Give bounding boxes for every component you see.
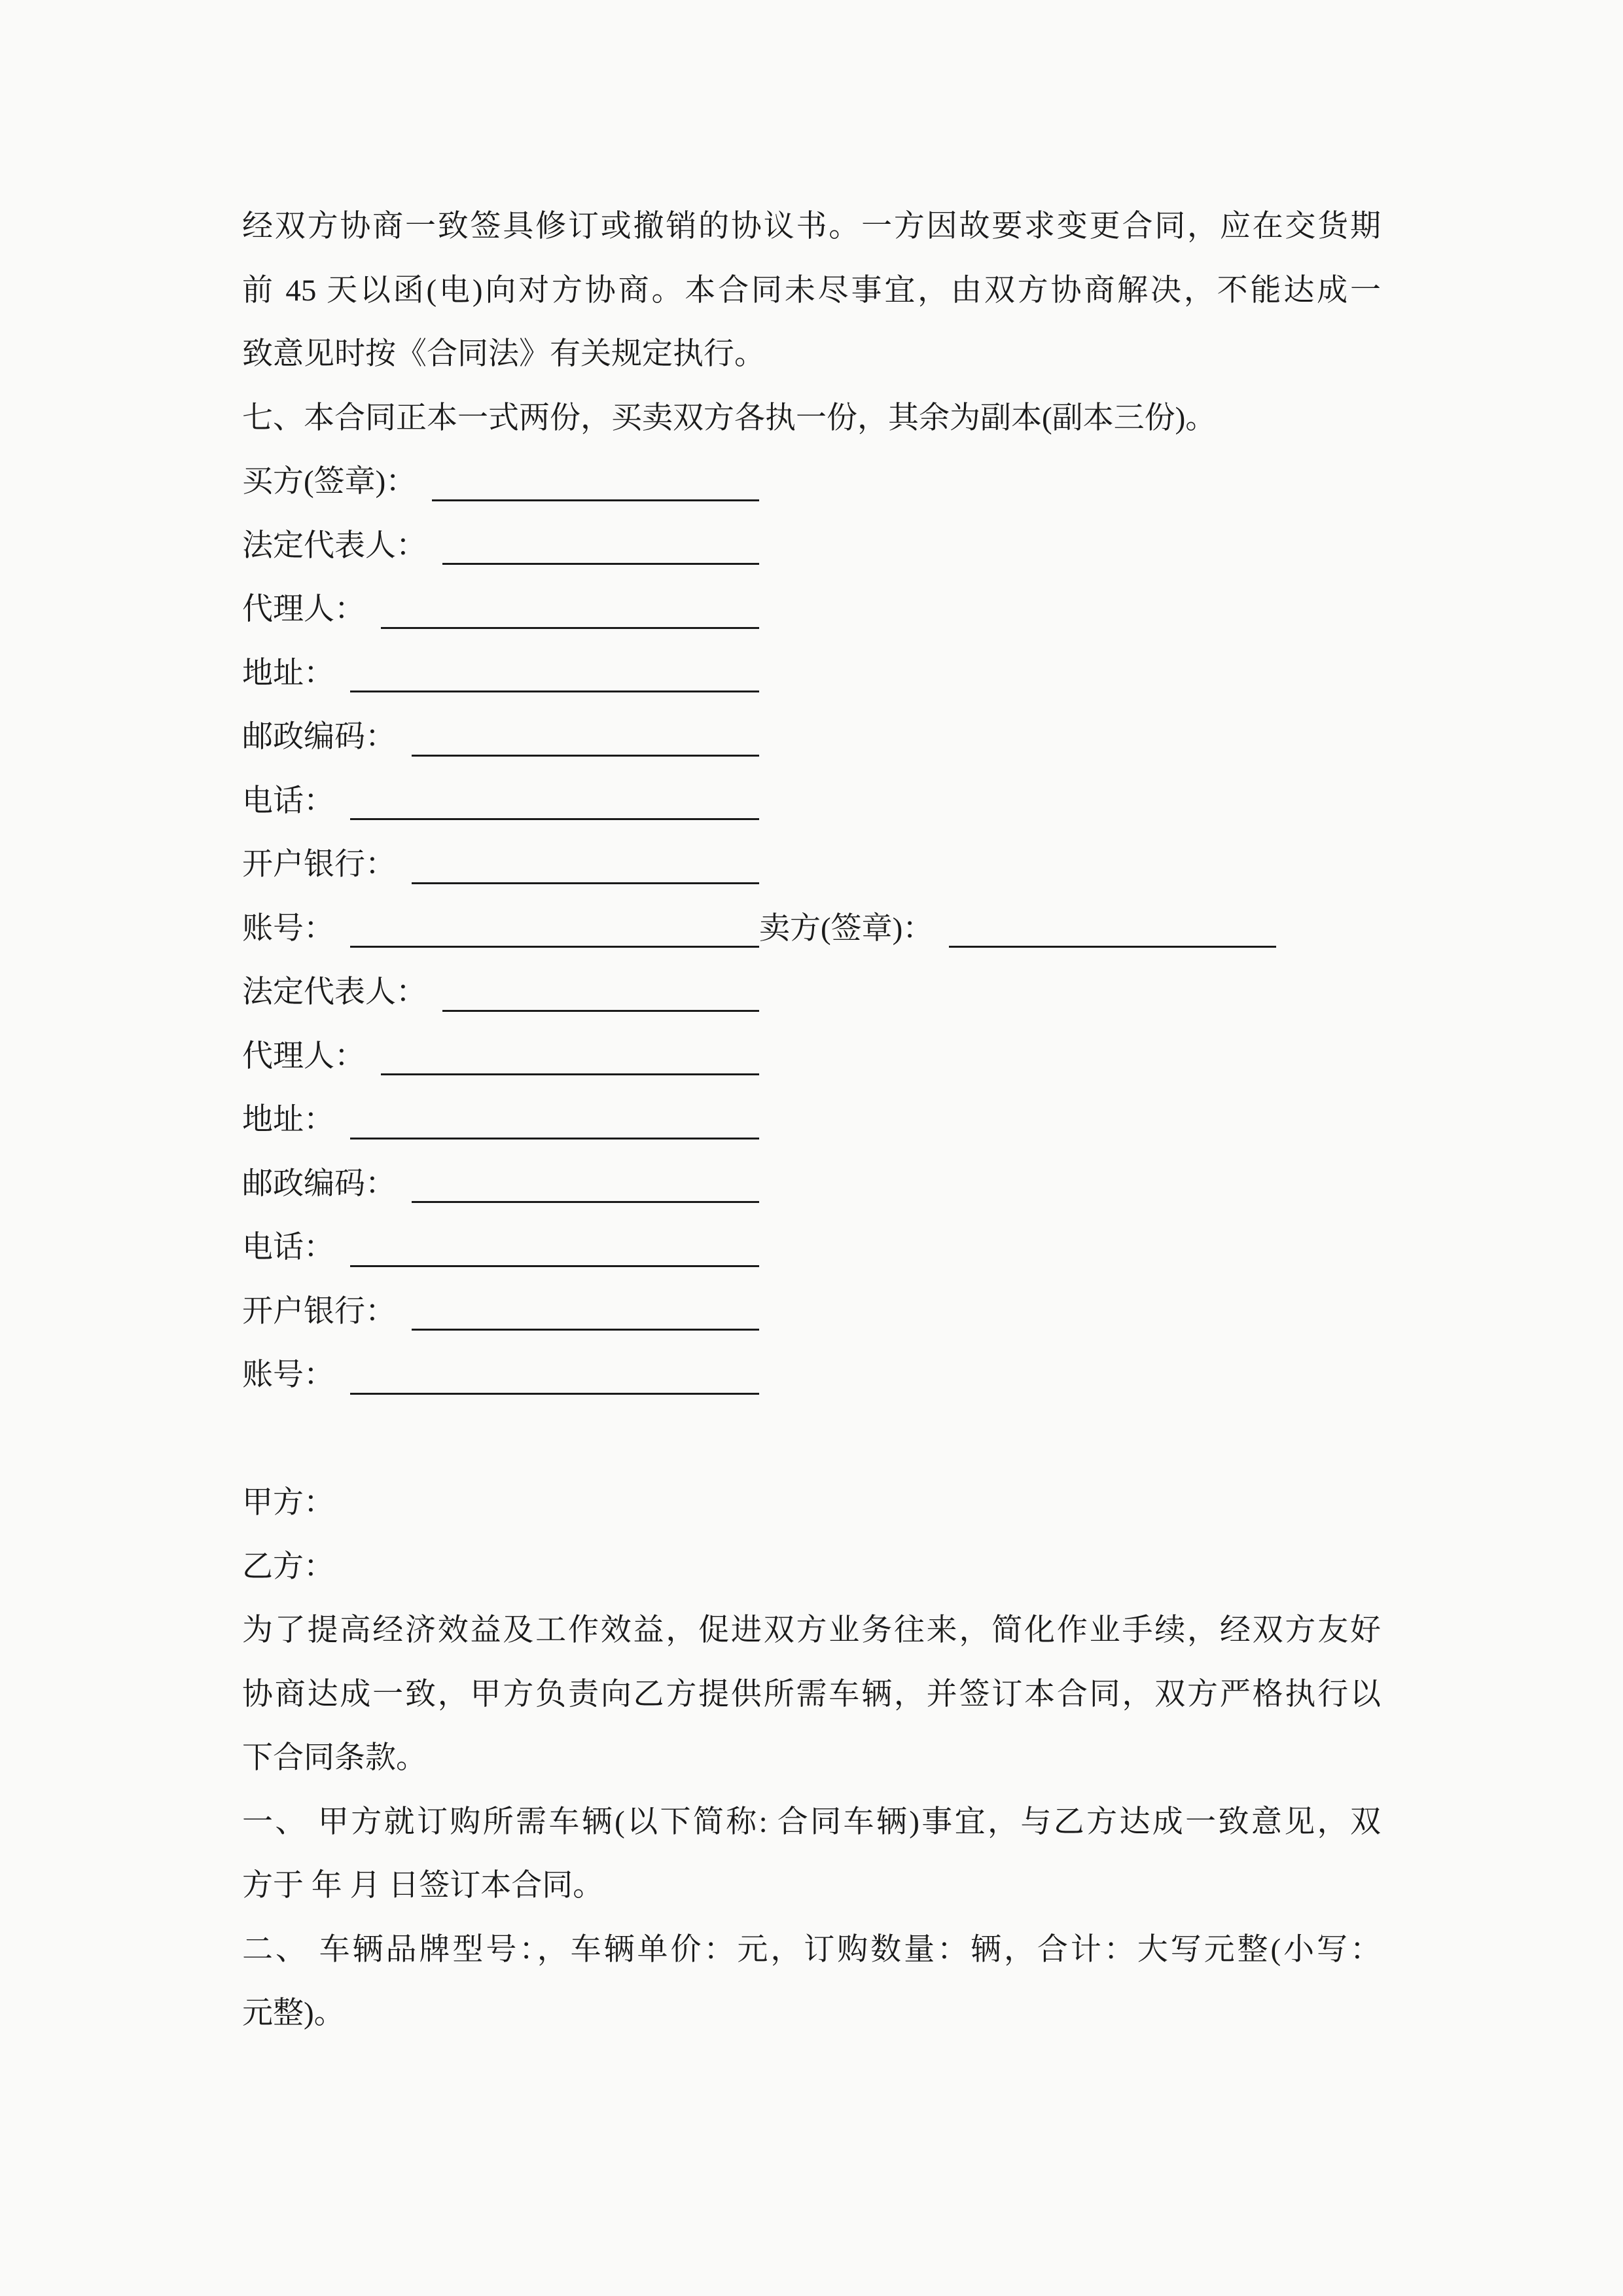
seller-postcode-label: 邮政编码：	[242, 1166, 396, 1201]
buyer-legal-representative-field	[242, 514, 759, 579]
seller-bank-underline	[412, 1329, 759, 1331]
buyer-phone-underline	[350, 818, 759, 820]
seller-agent-label: 代理人：	[242, 1039, 365, 1073]
clause-one-line1: 一、 甲方就订购所需车辆(以下简称: 合同车辆)事宜，与乙方达成一致意见，双	[242, 1804, 1381, 1839]
para-purpose-line2: 协商达成一致，甲方负责向乙方提供所需车辆，并签订本合同，双方严格执行以	[242, 1677, 1381, 1712]
seller-agent	[242, 1025, 1381, 1089]
party-a-label: 甲方：	[242, 1486, 334, 1520]
buyer-bank	[242, 833, 1381, 897]
clause-one-line2: 方于 年 月 日签订本合同。	[242, 1869, 604, 1903]
seller-bank-field	[242, 1280, 759, 1344]
buyer-agent-label: 代理人：	[242, 592, 365, 626]
seller-address-field	[242, 1088, 759, 1153]
buyer-agent-underline	[381, 627, 759, 629]
buyer-legal-representative	[242, 514, 1381, 579]
seller-postcode	[242, 1153, 1381, 1217]
seller-bank	[242, 1280, 1381, 1344]
document-body	[242, 195, 1381, 2046]
buyer-address-field	[242, 642, 759, 706]
clause-two-line1: 二、 车辆品牌型号：，车辆单价：元，订购数量：辆，合计：大写元整(小写：	[242, 1932, 1381, 1967]
buyer-agent	[242, 578, 1381, 642]
buyer-account-seller-seal-row	[242, 897, 1381, 961]
seller-phone-label: 电话：	[242, 1230, 334, 1265]
clause-two-line2: 元整)。	[242, 1996, 345, 2030]
para-amendment-line3: 致意见时按《合同法》有关规定执行。	[242, 337, 765, 371]
buyer-address-underline	[350, 691, 759, 692]
seller-address	[242, 1088, 1381, 1153]
seller-sign-seal-underline	[949, 946, 1276, 948]
buyer-sign-seal-field	[242, 450, 759, 514]
buyer-legal-representative-underline	[442, 563, 759, 565]
seller-address-label: 地址：	[242, 1103, 334, 1137]
buyer-account-field	[242, 897, 759, 961]
buyer-sign-seal-label: 买方(签章)：	[242, 465, 417, 499]
buyer-postcode-field	[242, 706, 759, 770]
para-amendment-line2: 前 45 天以函(电)向对方协商。本合同未尽事宜，由双方协商解决，不能达成一	[242, 273, 1381, 308]
buyer-postcode-label: 邮政编码：	[242, 720, 396, 754]
buyer-sign-seal-underline	[432, 499, 759, 501]
seller-agent-underline	[381, 1073, 759, 1075]
seller-account-field	[242, 1344, 759, 1408]
seller-address-underline	[350, 1138, 759, 1139]
buyer-agent-field	[242, 578, 759, 642]
para-purpose-line3: 下合同条款。	[242, 1741, 427, 1775]
buyer-bank-underline	[412, 882, 759, 884]
buyer-account-underline	[350, 946, 759, 948]
seller-account-label: 账号：	[242, 1358, 334, 1392]
buyer-address-label: 地址：	[242, 656, 334, 691]
buyer-sign-seal	[242, 450, 1381, 514]
buyer-bank-field	[242, 833, 759, 897]
buyer-postcode-underline	[412, 755, 759, 757]
blank-separator	[242, 1408, 1381, 1472]
buyer-address	[242, 642, 1381, 706]
buyer-legal-representative-label: 法定代表人：	[242, 528, 427, 563]
seller-agent-field	[242, 1025, 759, 1089]
seller-postcode-field	[242, 1153, 759, 1217]
seller-legal-representative	[242, 961, 1381, 1025]
party-b-label: 乙方：	[242, 1549, 334, 1584]
seller-postcode-underline	[412, 1201, 759, 1203]
seller-account	[242, 1344, 1381, 1408]
buyer-postcode	[242, 706, 1381, 770]
para-amendment-line1: 经双方协商一致签具修订或撤销的协议书。一方因故要求变更合同，应在交货期	[242, 209, 1381, 243]
seller-bank-label: 开户银行：	[242, 1294, 396, 1329]
seller-sign-seal-field	[759, 897, 1276, 961]
buyer-phone-field	[242, 770, 759, 834]
para-purpose-line1: 为了提高经济效益及工作效益，促进双方业务往来，简化作业手续，经双方友好	[242, 1613, 1381, 1647]
seller-phone-field	[242, 1216, 759, 1280]
seller-legal-representative-label: 法定代表人：	[242, 975, 427, 1009]
seller-sign-seal-label: 卖方(签章)：	[759, 911, 934, 946]
seller-phone	[242, 1216, 1381, 1280]
buyer-phone-label: 电话：	[242, 783, 334, 818]
seller-legal-representative-field	[242, 961, 759, 1025]
clause-seven-line: 七、本合同正本一式两份，买卖双方各执一份，其余为副本(副本三份)。	[242, 401, 1217, 435]
buyer-bank-label: 开户银行：	[242, 848, 396, 882]
seller-account-underline	[350, 1393, 759, 1395]
seller-phone-underline	[350, 1265, 759, 1267]
seller-legal-representative-underline	[442, 1010, 759, 1012]
buyer-phone	[242, 770, 1381, 834]
buyer-account-label: 账号：	[242, 911, 334, 946]
